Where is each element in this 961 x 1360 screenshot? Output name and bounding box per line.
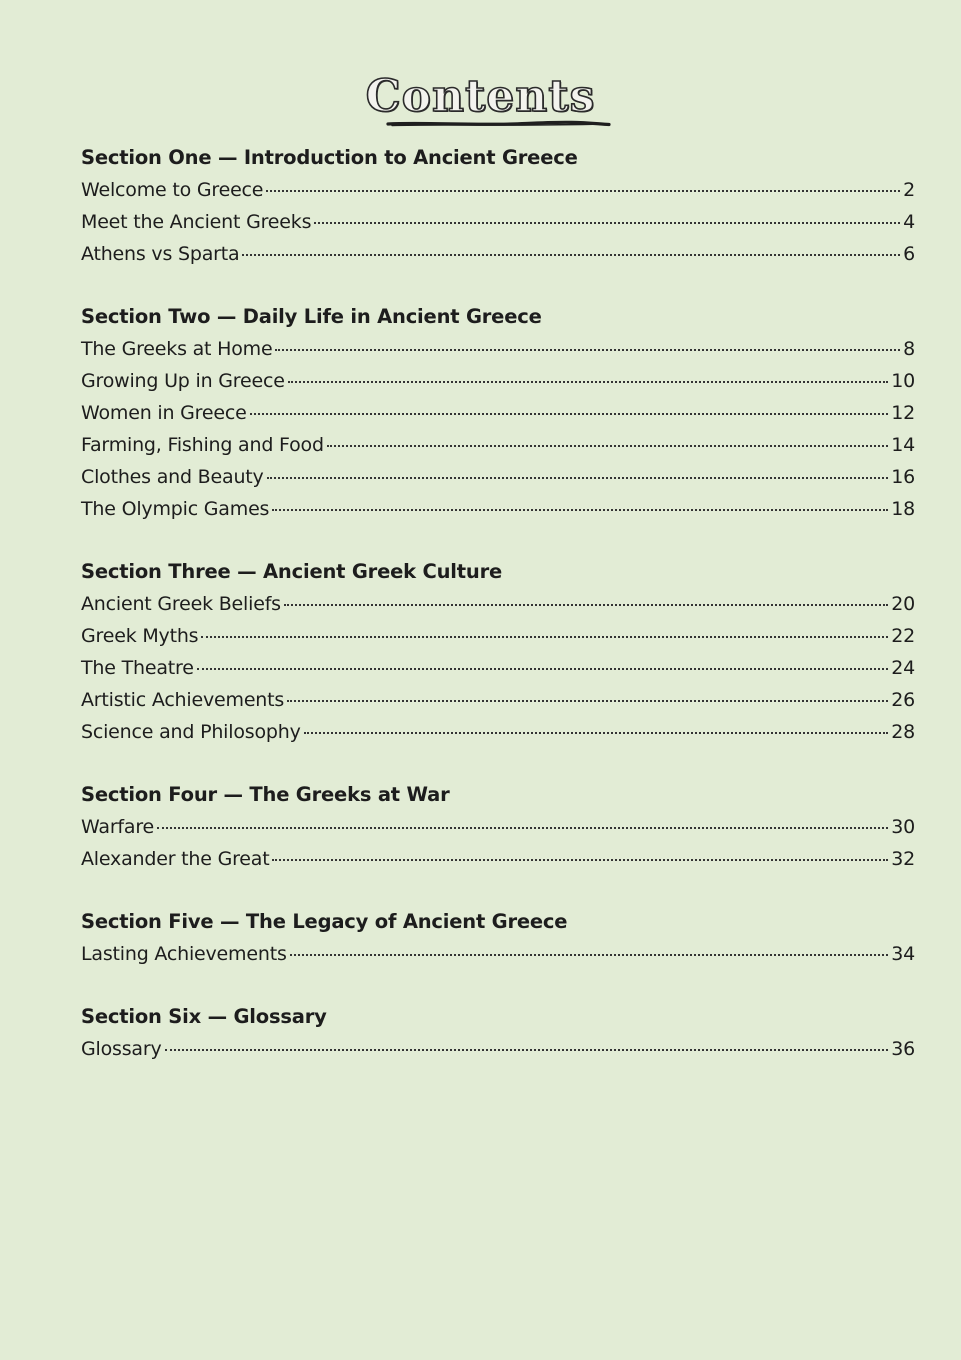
entry-page-number: 30 (891, 816, 915, 838)
entry-page-number: 4 (903, 211, 915, 233)
entry-label: Alexander the Great (81, 848, 270, 870)
toc-entry[interactable] (81, 397, 915, 429)
entry-label: The Greeks at Home (81, 338, 273, 360)
page-header (0, 66, 961, 128)
toc-entry[interactable] (81, 493, 915, 525)
toc-entry[interactable] (81, 174, 915, 206)
dot-leader (290, 954, 889, 956)
entry-label: Greek Myths (81, 625, 199, 647)
toc-entry[interactable] (81, 365, 915, 397)
entry-page-number: 16 (891, 466, 915, 488)
dot-leader (284, 604, 888, 606)
section-heading: Section Three — Ancient Greek Culture (81, 560, 503, 583)
entry-page-number: 6 (903, 243, 915, 265)
toc-entry[interactable] (81, 429, 915, 461)
toc-section (81, 1001, 915, 1065)
entry-page-number: 28 (891, 721, 915, 743)
toc-entry[interactable] (81, 333, 915, 365)
entry-page-number: 20 (891, 593, 915, 615)
entry-label: Welcome to Greece (81, 179, 264, 201)
toc-entry[interactable] (81, 620, 915, 652)
entry-label: Women in Greece (81, 402, 247, 424)
dot-leader (314, 222, 900, 224)
dot-leader (272, 509, 888, 511)
entry-label: Lasting Achievements (81, 943, 287, 965)
table-of-contents (81, 142, 915, 1096)
entry-page-number: 34 (891, 943, 915, 965)
dot-leader (287, 700, 888, 702)
toc-entry[interactable] (81, 811, 915, 843)
entry-label: The Olympic Games (81, 498, 270, 520)
entry-label: Ancient Greek Beliefs (81, 593, 281, 615)
entry-page-number: 10 (891, 370, 915, 392)
entry-page-number: 8 (903, 338, 915, 360)
toc-entry[interactable] (81, 843, 915, 875)
entry-label: Warfare (81, 816, 155, 838)
toc-entry[interactable] (81, 461, 915, 493)
entry-label: Athens vs Sparta (81, 243, 240, 265)
entry-page-number: 22 (891, 625, 915, 647)
section-heading: Section Six — Glossary (81, 1005, 327, 1028)
dot-leader (266, 190, 900, 192)
section-heading: Section One — Introduction to Ancient Greece (81, 146, 578, 169)
toc-entry[interactable] (81, 238, 915, 270)
entry-page-number: 18 (891, 498, 915, 520)
toc-section (81, 301, 915, 525)
entry-label: The Theatre (81, 657, 194, 679)
dot-leader (250, 413, 889, 415)
entry-label: Artistic Achievements (81, 689, 285, 711)
dot-leader (197, 668, 889, 670)
entry-label: Science and Philosophy (81, 721, 301, 743)
entry-label: Clothes and Beauty (81, 466, 264, 488)
toc-entry[interactable] (81, 206, 915, 238)
dot-leader (272, 859, 888, 861)
toc-section (81, 779, 915, 875)
section-heading: Section Two — Daily Life in Ancient Greece (81, 305, 542, 328)
entry-page-number: 36 (891, 1038, 915, 1060)
entry-label: Farming, Fishing and Food (81, 434, 324, 456)
dot-leader (275, 349, 900, 351)
dot-leader (157, 827, 888, 829)
entry-label: Growing Up in Greece (81, 370, 285, 392)
title-underline (386, 120, 611, 128)
entry-label: Meet the Ancient Greeks (81, 211, 312, 233)
section-heading: Section Four — The Greeks at War (81, 783, 450, 806)
dot-leader (267, 477, 889, 479)
toc-entry[interactable] (81, 1033, 915, 1065)
toc-section (81, 142, 915, 270)
toc-entry[interactable] (81, 938, 915, 970)
entry-page-number: 2 (903, 179, 915, 201)
section-heading: Section Five — The Legacy of Ancient Greece (81, 910, 568, 933)
page-title: Contents (365, 71, 596, 122)
dot-leader (165, 1049, 889, 1051)
toc-entry[interactable] (81, 716, 915, 748)
entry-page-number: 12 (891, 402, 915, 424)
entry-page-number: 24 (891, 657, 915, 679)
toc-section (81, 556, 915, 748)
toc-entry[interactable] (81, 588, 915, 620)
toc-entry[interactable] (81, 652, 915, 684)
entry-page-number: 32 (891, 848, 915, 870)
toc-section (81, 906, 915, 970)
dot-leader (304, 732, 889, 734)
entry-page-number: 26 (891, 689, 915, 711)
dot-leader (242, 254, 900, 256)
dot-leader (201, 636, 888, 638)
entry-label: Glossary (81, 1038, 162, 1060)
dot-leader (288, 381, 889, 383)
toc-entry[interactable] (81, 684, 915, 716)
entry-page-number: 14 (891, 434, 915, 456)
dot-leader (327, 445, 888, 447)
